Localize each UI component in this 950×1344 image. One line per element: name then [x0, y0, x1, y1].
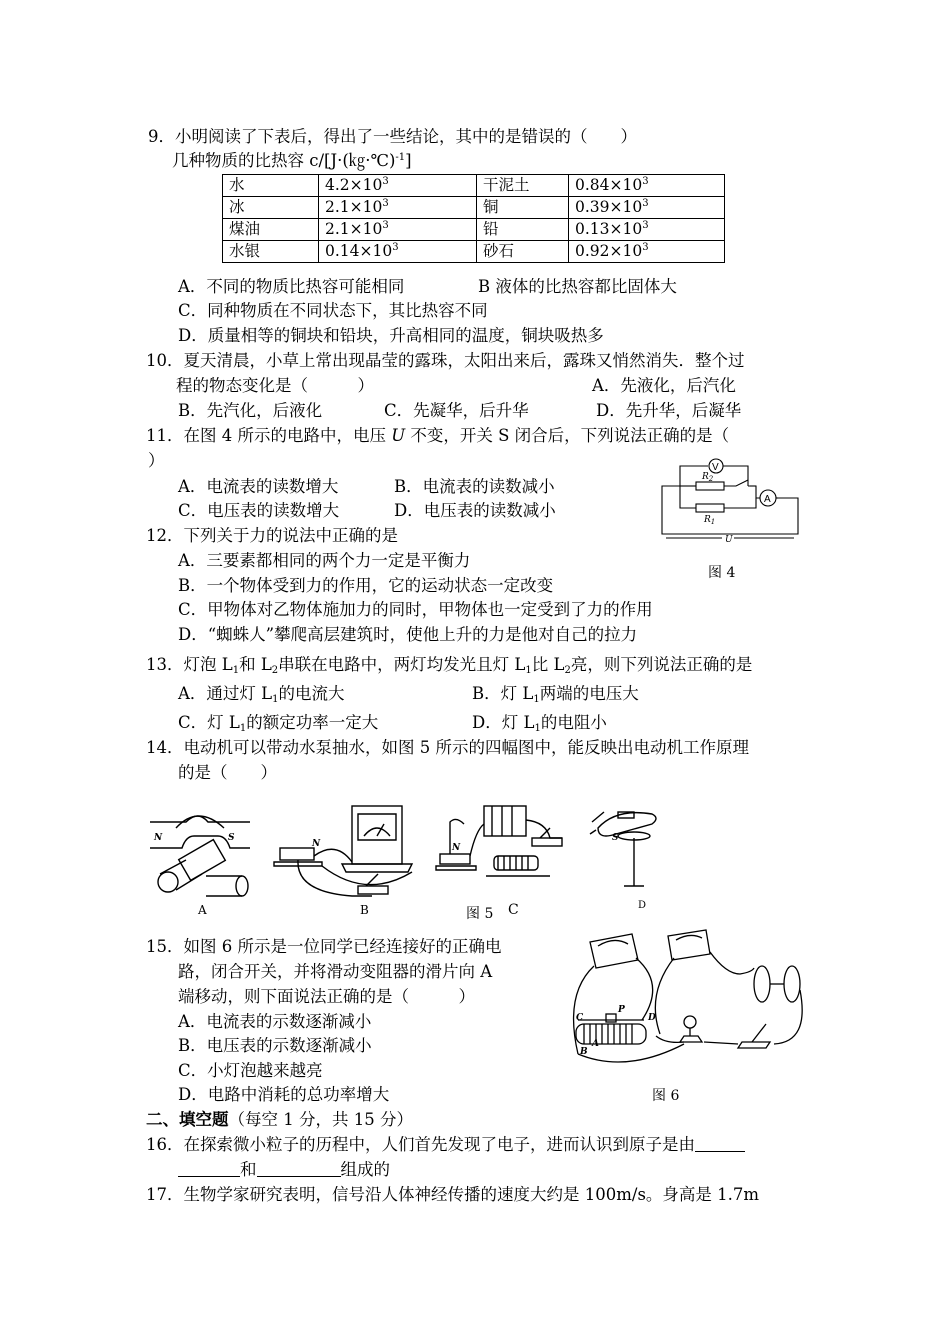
- table-cell: $2.1\times 10^3$: [319, 219, 477, 241]
- q15-stem-line3: 端移动，则下面说法正确的是（ ）: [178, 987, 475, 1006]
- table-cell: $0.39\times 10^3$: [569, 197, 725, 219]
- answer-blank[interactable]: [695, 1137, 745, 1152]
- figure-5-label-d: D: [638, 900, 647, 911]
- table-cell: 铜: [477, 197, 569, 219]
- voltage-u-label: U: [725, 535, 733, 545]
- table-row: [223, 175, 725, 197]
- q11-option-a: A．电流表的读数增大: [178, 477, 339, 496]
- rheostat-d-label: D: [648, 1013, 656, 1023]
- q15-stem-line2: 路，闭合开关，并将滑动变阻器的滑片向 A: [178, 962, 493, 981]
- q16-stem-line2: 和 组成的: [178, 1159, 390, 1181]
- q9-stem: 9．小明阅读了下表后，得出了一些结论，其中的是错误的（ ）: [148, 127, 637, 146]
- q10-stem-line2: 程的物态变化是（ ）: [176, 376, 374, 395]
- q12-option-d: D．“蜘蛛人”攀爬高层建筑时，使他上升的力是他对自己的拉力: [178, 625, 638, 644]
- table-row: [223, 219, 725, 241]
- q10-option-b: B．先汽化，后液化: [178, 401, 323, 420]
- q9-table-caption: 几种物质的比热容 c/[J·(㎏·℃)$^{-1}$]: [172, 151, 412, 170]
- q13-stem: 13．灯泡 $L_1$和 $L_2$串联在电路中，两灯均发光且灯 $L_1$比 $L_2$亮，则下列说法正确的是: [146, 655, 753, 676]
- r1-label: $R_1$: [704, 515, 716, 526]
- q13-option-a: A．通过灯 $L_1$的电流大: [178, 684, 345, 705]
- figure-5-label-b: B: [360, 903, 369, 917]
- q15-stem-line1: 15．如图 6 所示是一位同学已经连接好的正确电: [146, 937, 502, 956]
- table-row: [223, 197, 725, 219]
- table-cell: $4.2\times 10^3$: [319, 175, 477, 197]
- coil-n-label: N: [312, 839, 321, 849]
- voltmeter-label: V: [712, 462, 719, 473]
- q14-stem-line1: 14．电动机可以带动水泵抽水，如图 5 所示的四幅图中，能反映出电动机工作原理: [146, 738, 749, 757]
- q12-option-c: C．甲物体对乙物体施加力的同时，甲物体也一定受到了力的作用: [178, 600, 653, 619]
- answer-blank[interactable]: [178, 1162, 240, 1177]
- q11-option-d: D．电压表的读数减小: [394, 501, 556, 520]
- q15-option-d: D．电路中消耗的总功率增大: [178, 1085, 390, 1104]
- table-row: [223, 241, 725, 263]
- q10-option-a: A．先液化，后汽化: [592, 376, 736, 395]
- table-cell: $0.13\times 10^3$: [569, 219, 725, 241]
- table-cell: 砂石: [477, 241, 569, 263]
- rheostat-c-label: C: [576, 1013, 584, 1023]
- q12-option-b: B．一个物体受到力的作用，它的运动状态一定改变: [178, 576, 554, 595]
- figure-6-caption: 图 6: [652, 1088, 680, 1104]
- q9-option-c: C．同种物质在不同状态下，其比热容不同: [178, 301, 488, 320]
- q13-option-b: B．灯 $L_1$两端的电压大: [472, 684, 639, 705]
- q14-stem-line2: 的是（ ）: [178, 763, 277, 782]
- table-cell: 水银: [223, 241, 319, 263]
- circuit-figure-6: [556, 924, 808, 1076]
- rheostat-b-label: B: [580, 1047, 588, 1057]
- magnet-s-label: S: [228, 833, 235, 843]
- q15-option-c: C．小灯泡越来越亮: [178, 1061, 323, 1080]
- figure-5-caption: 图 5: [466, 906, 494, 922]
- figure-5-label-a: A: [198, 903, 207, 917]
- q13-option-d: D．灯 $L_1$的电阻小: [472, 713, 607, 734]
- answer-blank[interactable]: [257, 1162, 341, 1177]
- q16-stem-line1: 16．在探索微小粒子的历程中，人们首先发现了电子，进而认识到原子是由: [146, 1134, 745, 1156]
- table-cell: $0.92\times 10^3$: [569, 241, 725, 263]
- table-cell: $0.84\times 10^3$: [569, 175, 725, 197]
- specific-heat-table: [222, 174, 725, 263]
- q12-stem: 12．下列关于力的说法中正确的是: [146, 526, 398, 545]
- table-cell: 煤油: [223, 219, 319, 241]
- table-cell: $2.1\times 10^3$: [319, 197, 477, 219]
- q15-option-a: A．电流表的示数逐渐减小: [178, 1012, 372, 1031]
- q10-stem-line1: 10．夏天清晨，小草上常出现晶莹的露珠，太阳出来后，露珠又悄然消失．整个过: [146, 351, 745, 370]
- q11-stem-line2: ）: [148, 451, 165, 470]
- figure-5-apparatus: [146, 800, 666, 916]
- figure-4-caption: 图 4: [708, 565, 736, 581]
- q9-option-b: B 液体的比热容都比固体大: [478, 277, 677, 296]
- q11-stem: 11．在图 4 所示的电路中，电压 U 不变，开关 S 闭合后，下列说法正确的是（: [146, 426, 730, 445]
- q10-option-c: C．先凝华，后升华: [384, 401, 529, 420]
- r2-label: $R_2$: [702, 472, 714, 483]
- rheostat-p-label: P: [618, 1005, 625, 1015]
- q12-option-a: A．三要素都相同的两个力一定是平衡力: [178, 551, 471, 570]
- rheostat-a-label: A: [592, 1039, 599, 1049]
- q11-option-c: C．电压表的读数增大: [178, 501, 340, 520]
- q17-stem-line1: 17．生物学家研究表明，信号沿人体神经传播的速度大约是 100m/s。身高是 1.7m: [146, 1185, 760, 1204]
- q10-option-d: D．先升华，后凝华: [596, 401, 742, 420]
- needle-s-label: S: [612, 833, 619, 843]
- table-cell: 冰: [223, 197, 319, 219]
- table-cell: $0.14\times 10^3$: [319, 241, 477, 263]
- section-2-heading: 二、填空题（每空 1 分，共 15 分）: [146, 1110, 413, 1129]
- coil-c-n-label: N: [452, 843, 461, 853]
- q9-option-d: D．质量相等的铜块和铅块，升高相同的温度，铜块吸热多: [178, 326, 604, 345]
- ammeter-label: A: [764, 494, 771, 505]
- q9-option-a: A．不同的物质比热容可能相同: [178, 277, 405, 296]
- q11-option-b: B．电流表的读数减小: [394, 477, 555, 496]
- magnet-n-label: N: [154, 833, 163, 843]
- q15-option-b: B．电压表的示数逐渐减小: [178, 1036, 372, 1055]
- figure-5-label-c: C: [508, 902, 519, 918]
- q13-option-c: C．灯 $L_1$的额定功率一定大: [178, 713, 379, 734]
- table-cell: 水: [223, 175, 319, 197]
- circuit-figure-4: [652, 452, 802, 546]
- table-cell: 干泥土: [477, 175, 569, 197]
- table-cell: 铅: [477, 219, 569, 241]
